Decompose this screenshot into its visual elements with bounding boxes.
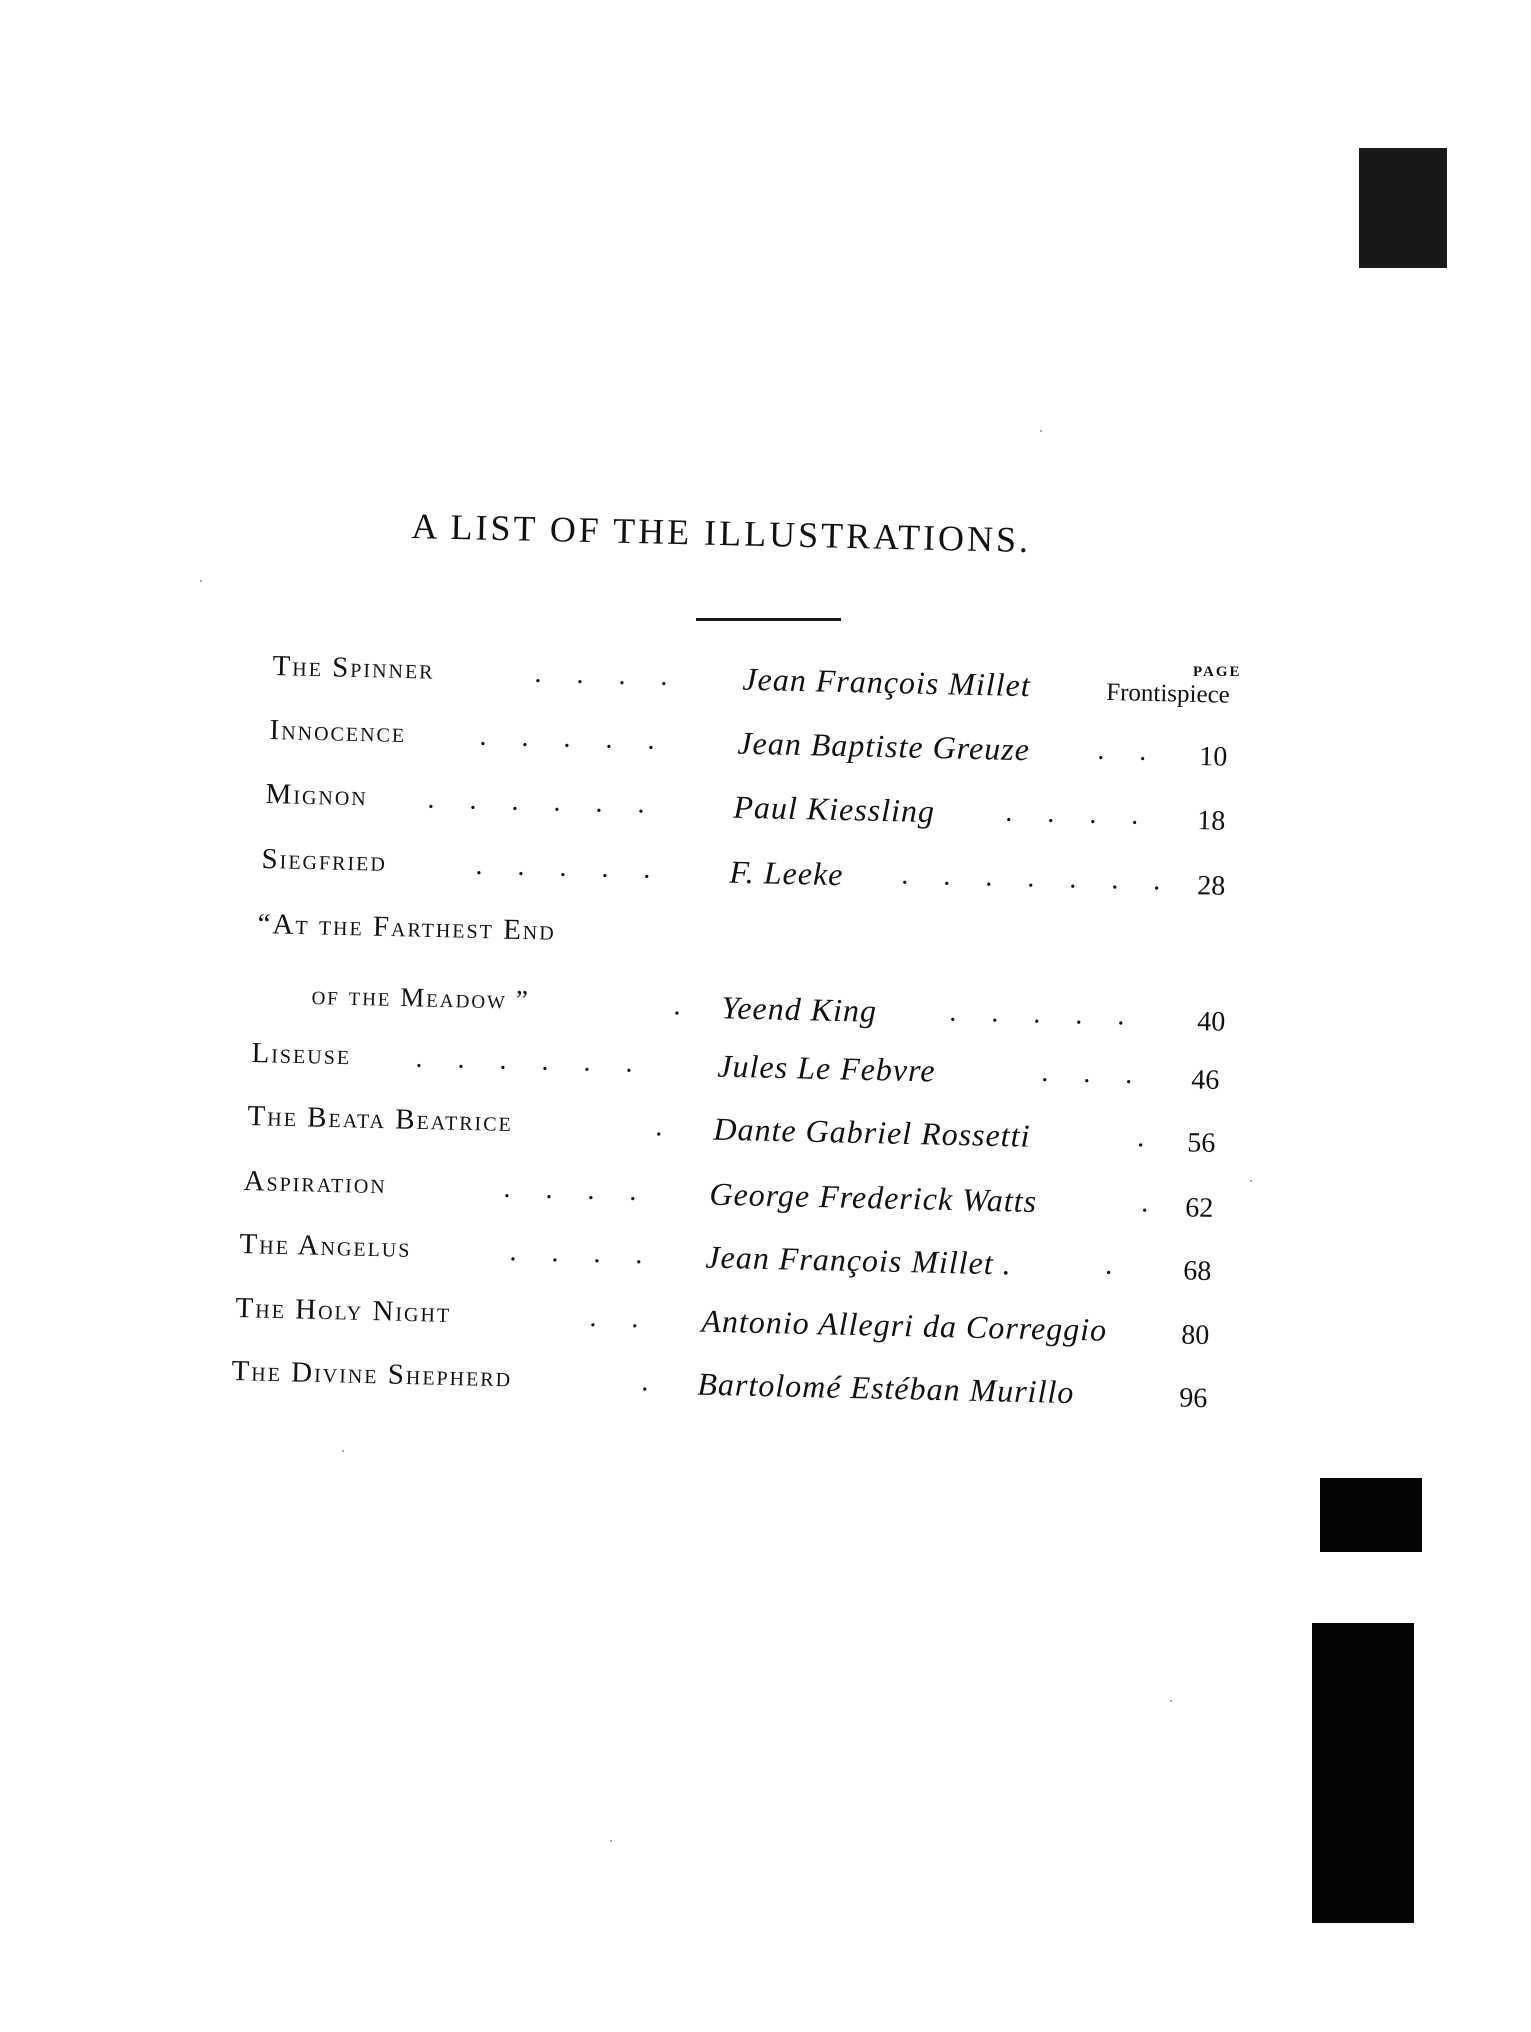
illustration-title: Mignon bbox=[265, 778, 369, 813]
scan-speck bbox=[342, 1450, 344, 1452]
scan-blot bbox=[1312, 1623, 1414, 1923]
list-item bbox=[235, 1292, 1296, 1366]
scan-speck bbox=[1250, 1180, 1252, 1182]
page-number: 68 bbox=[1182, 1255, 1212, 1288]
illustration-title: The Divine Shepherd bbox=[231, 1355, 513, 1394]
artist-name: George Frederick Watts bbox=[709, 1175, 1038, 1219]
list-item bbox=[265, 778, 1326, 852]
illustration-title: “At the Farthest End bbox=[257, 908, 557, 947]
leader-dots: . . . . . bbox=[475, 849, 665, 886]
artist-name: Jean Baptiste Greuze bbox=[737, 724, 1031, 768]
illustration-title: The Spinner bbox=[272, 650, 435, 686]
illustration-title: Aspiration bbox=[243, 1165, 388, 1201]
leader-dots: . . bbox=[1097, 734, 1161, 768]
artist-name: Yeend King bbox=[721, 989, 878, 1029]
page-number: Frontispiece bbox=[1105, 678, 1231, 709]
list-item bbox=[247, 1100, 1308, 1174]
illustration-title: Innocence bbox=[269, 714, 407, 750]
list-item bbox=[231, 1355, 1292, 1429]
artist-name: Antonio Allegri da Correggio bbox=[701, 1302, 1108, 1348]
scan-speck bbox=[610, 1840, 612, 1842]
leader-dots: . . . . . bbox=[949, 996, 1139, 1032]
page-number: 10 bbox=[1198, 741, 1228, 773]
title-rule bbox=[696, 618, 841, 621]
page-number: 96 bbox=[1178, 1382, 1208, 1415]
page-number: 18 bbox=[1196, 805, 1226, 837]
leader-dots: . . bbox=[589, 1302, 653, 1335]
page-column-header: PAGE bbox=[1193, 664, 1242, 680]
artist-name: F. Leeke bbox=[729, 853, 844, 893]
illustration-title: The Angelus bbox=[239, 1228, 412, 1264]
list-item bbox=[257, 908, 1318, 982]
scan-speck bbox=[1040, 430, 1042, 432]
page-number: 62 bbox=[1184, 1192, 1214, 1224]
illustration-title: The Holy Night bbox=[235, 1292, 452, 1329]
leader-dots: . . . . bbox=[534, 657, 682, 693]
scan-speck bbox=[1170, 1700, 1172, 1702]
artist-name: Paul Kiessling bbox=[733, 788, 936, 830]
leader-dots: . . . . . . . bbox=[901, 859, 1175, 897]
leader-dots: . . . bbox=[1041, 1056, 1147, 1091]
list-item bbox=[272, 650, 1333, 724]
page-number: 40 bbox=[1196, 1006, 1226, 1038]
leader-dots: . . . . . bbox=[479, 720, 669, 757]
page-number: 46 bbox=[1190, 1064, 1220, 1096]
illustration-title: of the Meadow ” bbox=[311, 980, 531, 1015]
leader-dots: . . . . bbox=[1005, 796, 1153, 832]
leader-dots: . . . . bbox=[509, 1236, 657, 1271]
artist-name: Jules Le Febvre bbox=[717, 1047, 936, 1089]
page-number: 56 bbox=[1186, 1127, 1216, 1159]
list-item bbox=[243, 1165, 1304, 1239]
artist-name: Jean François Millet . bbox=[705, 1238, 1013, 1282]
artist-name: Jean François Millet bbox=[742, 660, 1032, 704]
illustration-title: The Beata Beatrice bbox=[247, 1100, 514, 1139]
leader-dots: . . . . bbox=[503, 1172, 651, 1208]
artist-name: Bartolomé Estéban Murillo bbox=[697, 1365, 1075, 1411]
scan-blot bbox=[1359, 148, 1447, 268]
page-title: A LIST OF THE ILLUSTRATIONS. bbox=[411, 505, 1032, 561]
list-item bbox=[261, 843, 1322, 917]
page-number: 28 bbox=[1196, 870, 1226, 902]
leader-dots: . bbox=[641, 1366, 663, 1398]
scan-speck bbox=[200, 580, 202, 582]
scan-blot bbox=[1320, 1478, 1422, 1552]
leader-dots: . bbox=[1137, 1122, 1159, 1154]
leader-dots: . bbox=[673, 990, 695, 1022]
list-item bbox=[239, 1228, 1300, 1302]
artist-name: Dante Gabriel Rossetti bbox=[713, 1110, 1031, 1154]
leader-dots: . bbox=[655, 1111, 677, 1143]
illustration-title: Liseuse bbox=[251, 1037, 352, 1072]
leader-dots: . . . . . . bbox=[415, 1042, 647, 1079]
leader-dots: . . . . . . bbox=[427, 783, 659, 820]
list-item bbox=[269, 714, 1330, 788]
illustration-title: Siegfried bbox=[261, 843, 388, 878]
leader-dots: . bbox=[1105, 1249, 1127, 1282]
leader-dots: . bbox=[1141, 1187, 1163, 1219]
page-number: 80 bbox=[1180, 1319, 1210, 1352]
